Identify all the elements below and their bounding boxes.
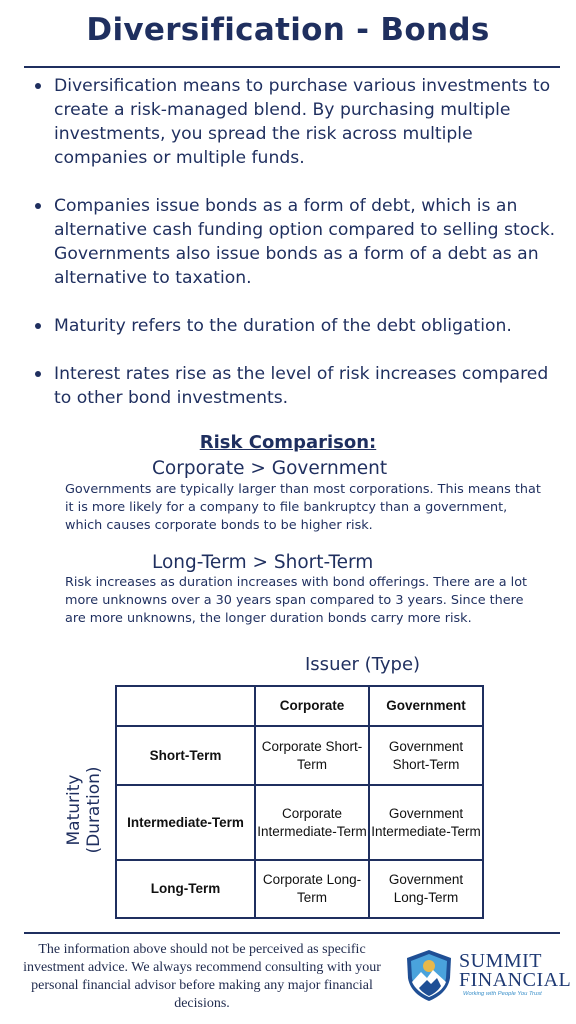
table-cell: Government Long-Term <box>369 860 483 918</box>
comparison-heading-issuer: Corporate > Government <box>152 458 388 479</box>
disclaimer-text: The information above should not be perceived as specific investment advice. We always recommend consulting with your personal financial advisor before making any major financial decisions. <box>23 942 381 1011</box>
bond-matrix-table <box>115 685 484 919</box>
bullet-item: Diversification means to purchase various investments to create a risk-managed blend. By purchasing multiple investments, you spread the risk across multiple companies or multiple funds. <box>30 74 560 170</box>
table-cell: Corporate Short-Term <box>255 726 369 785</box>
comparison-text-issuer: Governments are typically larger than most corporations. This means that it is more likely for a company to file bankruptcy than a government, which causes corporate bonds to be higher risk. <box>65 482 541 533</box>
comparison-text-duration: Risk increases as duration increases with bond offerings. There are a lot more unknowns over a 30 years span compared to 3 years. Since there are more unknowns, the longer duration bonds carry more risk. <box>65 575 528 626</box>
bullet-item: Maturity refers to the duration of the debt obligation. <box>30 314 560 338</box>
table-row <box>116 860 483 918</box>
company-logo <box>403 948 572 1003</box>
column-header-corporate: Corporate <box>255 686 369 726</box>
title-divider <box>24 66 560 68</box>
footer-divider <box>24 932 560 934</box>
comparison-heading-duration: Long-Term > Short-Term <box>152 552 374 573</box>
bullet-dot-icon <box>35 83 41 89</box>
table-row <box>116 785 483 860</box>
logo-wordmark: SUMMIT FINANCIAL <box>459 950 572 991</box>
bullet-item: Companies issue bonds as a form of debt, which is an alternative cash funding option compared to selling stock. Governments also issue bonds as a form of a debt as an alternative to taxation. <box>30 194 560 290</box>
row-header: Short-Term <box>116 726 255 785</box>
issuer-axis-label: Issuer (Type) <box>305 654 421 675</box>
logo-tagline: Working with People You Trust <box>463 991 542 997</box>
bullet-list <box>30 74 560 434</box>
table-corner-cell <box>116 686 255 726</box>
table-cell: Corporate Intermediate-Term <box>255 785 369 860</box>
page-title: Diversification - Bonds <box>86 12 490 48</box>
bullet-dot-icon <box>35 203 41 209</box>
table-cell: Government Short-Term <box>369 726 483 785</box>
table-cell: Corporate Long-Term <box>255 860 369 918</box>
shield-mountain-icon <box>403 948 455 1002</box>
maturity-axis-label: Maturity (Duration) <box>64 766 104 854</box>
column-header-government: Government <box>369 686 483 726</box>
bullet-item: Interest rates rise as the level of risk increases compared to other bond investments. <box>30 362 560 410</box>
table-row <box>116 726 483 785</box>
risk-comparison-heading: Risk Comparison: <box>199 432 377 453</box>
bullet-dot-icon <box>35 323 41 329</box>
row-header: Intermediate-Term <box>116 785 255 860</box>
bullet-dot-icon <box>35 371 41 377</box>
row-header: Long-Term <box>116 860 255 918</box>
table-cell: Government Intermediate-Term <box>369 785 483 860</box>
